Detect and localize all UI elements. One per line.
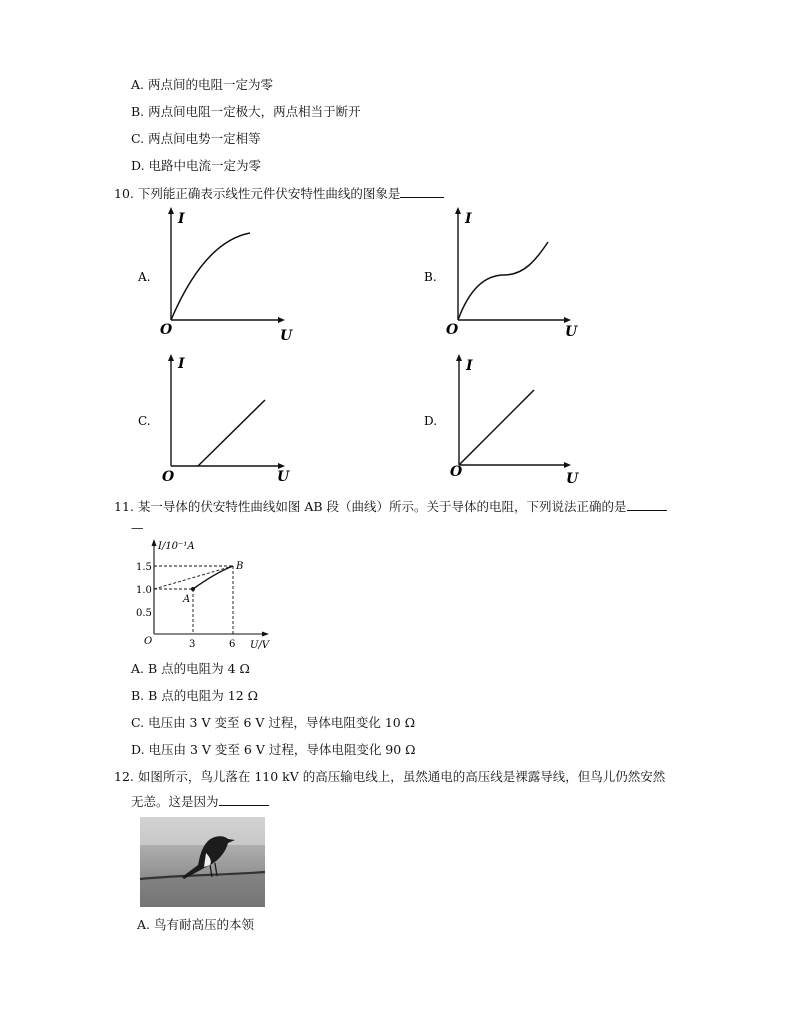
q11-stem-text: 11. 某一导体的伏安特性曲线如图 AB 段（曲线）所示。关于导体的电阻，下列说法正确的是	[114, 499, 627, 514]
bird-on-wire-photo	[140, 817, 265, 907]
q11-figure	[132, 536, 282, 654]
q9-option-b: B. 两点间电阻一定极大，两点相当于断开	[131, 104, 361, 119]
q12-stem-line2-text: 无恙。这是因为	[131, 794, 219, 809]
graph-d	[424, 350, 594, 490]
q11-y-tick: 1.5	[136, 562, 152, 573]
q11-origin: O	[144, 636, 153, 647]
graph-b-y-axis: I	[465, 211, 472, 227]
q11-x-axis-label: U/V	[250, 640, 270, 651]
q12-stem-line1: 12. 如图所示，鸟儿落在 110 kV 的高压输电线上，虽然通电的高压线是裸露导线，但鸟儿仍然安然	[114, 769, 666, 784]
graph-c-x-axis: U	[277, 469, 290, 485]
q11-option-b: B. B 点的电阻为 12 Ω	[131, 688, 259, 703]
graph-c	[138, 350, 308, 490]
graph-c-y-axis: I	[178, 356, 185, 372]
q10-stem-text: 10. 下列能正确表示线性元件伏安特性曲线的图象是	[114, 186, 401, 201]
q11-y-tick: 0.5	[136, 608, 152, 619]
answer-blank	[627, 498, 667, 511]
q11-option-c: C. 电压由 3 V 变至 6 V 过程，导体电阻变化 10 Ω	[131, 715, 416, 730]
graph-a	[138, 205, 308, 345]
q10-stem	[114, 185, 444, 202]
answer-blank	[400, 185, 444, 198]
answer-blank	[219, 793, 269, 806]
q11-y-tick: 1.0	[136, 585, 152, 596]
q11-x-tick: 3	[189, 639, 196, 650]
graph-d-y-axis: I	[466, 358, 473, 374]
graph-d-label: D.	[424, 414, 438, 428]
q9-option-c: C. 两点间电势一定相等	[131, 131, 261, 146]
graph-a-x-axis: U	[280, 328, 293, 344]
graph-c-label: C.	[138, 414, 151, 428]
graph-b-x-axis: U	[565, 324, 578, 340]
q11-point-a: A	[183, 594, 191, 605]
q11-option-d: D. 电压由 3 V 变至 6 V 过程，导体电阻变化 90 Ω	[131, 742, 416, 757]
graph-b	[424, 205, 594, 345]
graph-b-origin: O	[446, 322, 459, 338]
q11-stem-tail: —	[131, 520, 144, 535]
q9-option-a: A. 两点间的电阻一定为零	[131, 77, 273, 92]
graph-b-label: B.	[424, 270, 437, 284]
graph-c-origin: O	[162, 469, 175, 485]
q9-option-d: D. 电路中电流一定为零	[131, 158, 262, 173]
graph-a-origin: O	[160, 322, 173, 338]
graph-a-label: A.	[138, 270, 151, 284]
graph-d-x-axis: U	[566, 471, 579, 487]
q11-option-a: A. B 点的电阻为 4 Ω	[131, 661, 250, 676]
q11-y-axis-label: I/10⁻¹A	[158, 541, 195, 552]
q11-point-b: B	[236, 561, 244, 572]
q11-x-tick: 6	[229, 639, 236, 650]
q11-stem	[114, 498, 667, 515]
graph-d-origin: O	[450, 464, 463, 480]
graph-a-y-axis: I	[178, 211, 185, 227]
q12-option-a: A. 鸟有耐高压的本领	[137, 917, 254, 932]
q12-stem-line2	[131, 793, 269, 810]
